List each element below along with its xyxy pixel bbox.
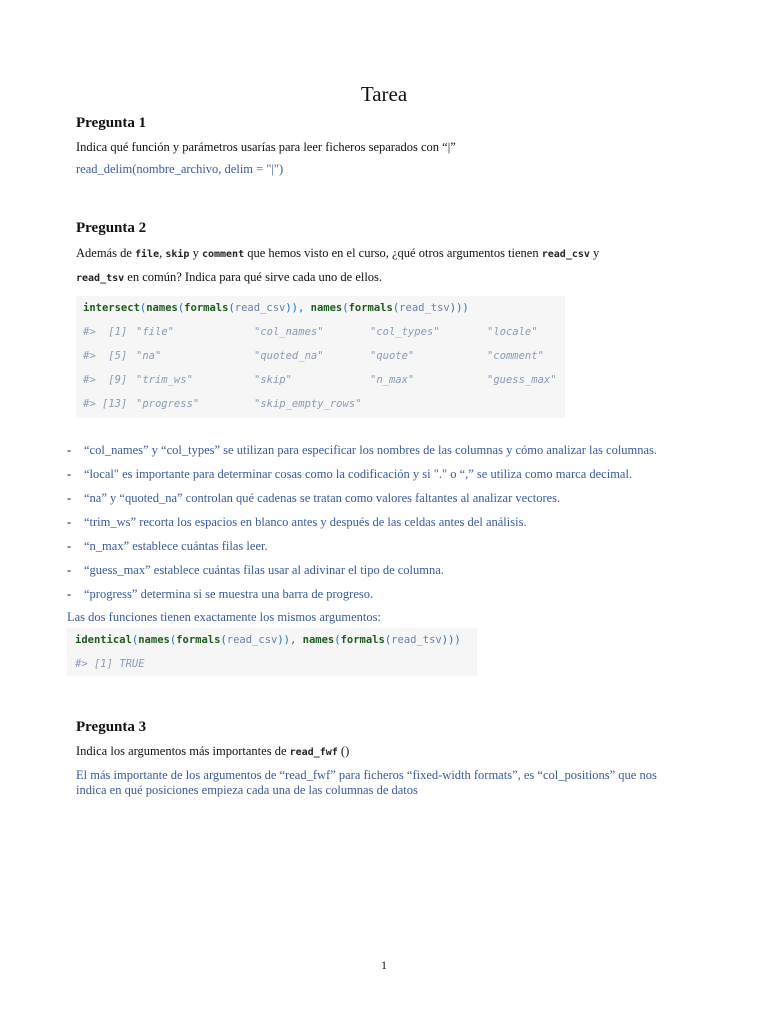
text: Además de — [76, 246, 136, 260]
code-output-cell: "col_names" — [254, 326, 324, 338]
code-output-cell: "quoted_na" — [254, 350, 324, 362]
code-output-cell: "n_max" — [370, 374, 415, 386]
text: en común? Indica para qué sirve cada uno de ellos. — [124, 270, 383, 284]
question-3-heading: Pregunta 3 — [76, 719, 147, 735]
code-output-cell: "file" — [136, 326, 174, 338]
question-3-answer-line2: indica en qué posiciones empieza cada una de las columnas de datos — [76, 783, 418, 797]
code-output-cell: "col_types" — [370, 326, 440, 338]
code-output-cell: "trim_ws" — [136, 374, 193, 386]
question-1-text: Indica qué función y parámetros usarías para leer ficheros separados con “|” — [76, 140, 456, 154]
inline-code-skip: skip — [165, 249, 190, 260]
question-1-heading: Pregunta 1 — [76, 115, 147, 131]
code-fn: formals — [348, 302, 393, 314]
question-1-answer: read_delim(nombre_archivo, delim = "|") — [76, 162, 284, 176]
question-3-answer-line1: El más importante de los argumentos de “read_fwf” para ficheros “fixed-width formats”, es “col_positions” que nos — [76, 768, 657, 782]
inline-code-file: file — [135, 249, 160, 260]
list-item: “guess_max” establece cuántas filas usar al adivinar el tipo de columna. — [84, 563, 444, 577]
code-output-cell: "skip" — [254, 374, 292, 386]
code-block-identical — [67, 628, 477, 676]
list-item: “progress” determina si se muestra una barra de progreso. — [84, 587, 374, 601]
code-fn: names — [302, 634, 335, 646]
code-output-cell: "quote" — [370, 350, 415, 362]
question-2-text-line1 — [76, 246, 599, 261]
bullet-dash: - — [67, 467, 72, 481]
bullet-dash: - — [67, 491, 72, 505]
code-output-row: #> [5] — [83, 350, 128, 362]
inline-code-read-fwf: read_fwf — [289, 747, 338, 758]
code-output-row: #> [1] TRUE — [75, 658, 145, 670]
code-fn: formals — [184, 302, 229, 314]
code-arg: read_tsv — [399, 302, 450, 314]
list-item: “n_max” establece cuántas filas leer. — [84, 539, 268, 553]
code-output-row: #> [9] — [83, 374, 128, 386]
code-output-cell: "skip_empty_rows" — [254, 398, 362, 410]
text: () — [337, 744, 350, 758]
code-fn: intersect — [83, 302, 140, 314]
inline-code-comment: comment — [201, 249, 245, 260]
list-item: “col_names” y “col_types” se utilizan para especificar los nombres de las columnas y cómo analizar las columnas. — [84, 443, 658, 457]
text: Indica los argumentos más importantes de — [76, 744, 290, 758]
code-output-cell: "progress" — [136, 398, 200, 410]
code-fn: names — [138, 634, 170, 646]
text: y — [189, 246, 202, 260]
code-fn: formals — [176, 634, 221, 646]
list-item: “trim_ws” recorta los espacios en blanco antes y después de las celdas antes del análisis. — [84, 515, 527, 529]
page-number: 1 — [381, 958, 387, 972]
text: , — [159, 246, 166, 260]
question-2-heading: Pregunta 2 — [76, 220, 147, 236]
code-fn: identical — [75, 634, 132, 646]
code-fn: names — [310, 302, 343, 314]
code-output-cell: "na" — [136, 350, 162, 362]
code-output-row: #> [1] — [83, 326, 128, 338]
code-arg: read_csv — [226, 634, 278, 646]
question-2-text-line2 — [76, 270, 382, 285]
inline-code-read-tsv: read_tsv — [76, 273, 125, 284]
bullet-dash: - — [67, 563, 72, 577]
question-3-text — [76, 744, 349, 759]
code-arg: read_tsv — [391, 634, 442, 646]
text: que hemos visto en el curso, ¿qué otros argumentos tienen — [244, 246, 542, 260]
page-title: Tarea — [360, 82, 408, 106]
bullet-dash: - — [67, 587, 72, 601]
code-output-cell: "comment" — [487, 350, 544, 362]
list-item: “local" es importante para determinar cosas como la codificación y si "." o “,” se utiliza como marca decimal. — [84, 467, 633, 481]
list-item: “na” y “quoted_na” controlan qué cadenas se tratan como valores faltantes al analizar vectores. — [84, 491, 561, 505]
bullet-dash: - — [67, 443, 72, 457]
code-output-cell: "guess_max" — [487, 374, 557, 386]
bullet-dash: - — [67, 515, 72, 529]
text: y — [589, 246, 600, 260]
bullet-dash: - — [67, 539, 72, 553]
code-fn: names — [146, 302, 178, 314]
code-arg: read_csv — [234, 302, 286, 314]
code-block-intersect — [76, 296, 565, 418]
code-fn: formals — [340, 634, 385, 646]
code-line-call: identical(names(formals(read_csv)), names(formals(read_tsv))) — [75, 634, 461, 646]
code-line-call: intersect(names(formals(read_csv)), names(formals(read_tsv))) — [83, 302, 469, 314]
code-output-row: #> [13] — [83, 398, 128, 410]
code-output-cell: "locale" — [487, 326, 538, 338]
question-2-closing: Las dos funciones tienen exactamente los mismos argumentos: — [67, 610, 381, 624]
inline-code-read-csv: read_csv — [541, 249, 590, 260]
